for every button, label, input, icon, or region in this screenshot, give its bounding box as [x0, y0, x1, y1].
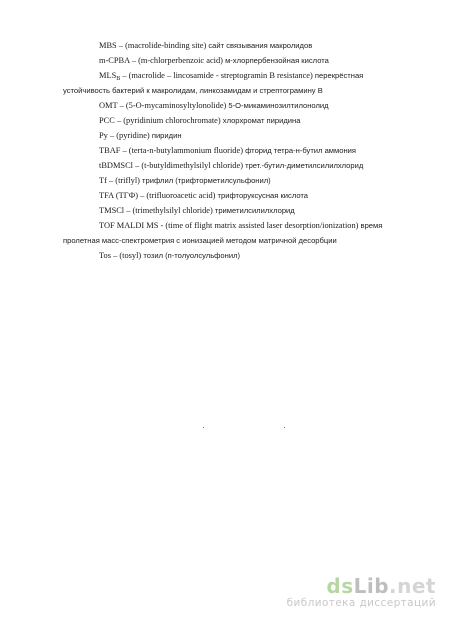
glossary-entry-tof-maldi-ms-continuation	[63, 236, 337, 246]
glossary-entry-tbdmscl	[99, 161, 363, 171]
entry-russian: 5-О-микаминозилтилонолид	[228, 101, 329, 110]
glossary-entry-tf	[99, 176, 271, 186]
entry-abbreviation: m-CPBA	[99, 56, 130, 65]
glossary-entry-mcpba	[99, 56, 329, 66]
glossary-entry-mlsb	[99, 71, 363, 84]
entry-abbreviation: Tos	[99, 251, 111, 260]
entry-russian: хлорхромат пиридина	[222, 116, 301, 125]
entry-english: – (t-butyldimethylsilyl chloride)	[132, 161, 246, 170]
entry-english: – (pyridine)	[107, 131, 152, 140]
dslib-watermark	[287, 575, 436, 609]
glossary-entry-tbaf	[99, 146, 356, 156]
entry-english: – (trimethylsilyl chloride)	[124, 206, 215, 215]
entry-russian: пиридин	[151, 131, 182, 140]
entry-abbreviation: OMT	[99, 101, 118, 110]
entry-abbreviation: TBAF	[99, 146, 121, 155]
scan-speck	[284, 427, 285, 428]
entry-russian: фторид тетра-н-бутил аммония	[245, 146, 357, 155]
entry-russian-continuation: пролетная масс-спектрометрия с ионизацией методом матричной десорбции	[63, 236, 337, 245]
glossary-entry-omt	[99, 101, 329, 111]
entry-english: – (m-chlorperbenzoic acid)	[129, 56, 226, 65]
entry-russian: сайт связывания макролидов	[208, 41, 313, 50]
entry-russian: трет.-бутил-диметилсилилхлорид	[245, 161, 364, 170]
entry-english: – (tosyl)	[110, 251, 144, 260]
entry-russian: м-хлорпербензойная кислота	[225, 56, 329, 65]
entry-english: – (pyridinium chlorochromate)	[114, 116, 223, 125]
glossary-entry-py	[99, 131, 182, 141]
entry-english: – (macrolide-binding site)	[116, 41, 209, 50]
entry-abbreviation: MBS	[99, 41, 117, 50]
glossary-entry-mlsb-continuation	[63, 86, 323, 96]
entry-english: – (terta-n-butylammonium fluoride)	[120, 146, 246, 155]
entry-russian: трифлил (трифторметилсульфонил)	[142, 176, 271, 185]
entry-abbreviation: PCC	[99, 116, 115, 125]
entry-abbreviation: TOF MALDI MS	[99, 221, 159, 230]
entry-abbreviation: MLS	[99, 71, 117, 80]
entry-russian: тозил (п-толуолсульфонил)	[143, 251, 241, 260]
entry-abbreviation: TMSCl	[99, 206, 125, 215]
entry-russian: время	[360, 221, 383, 230]
entry-english: – (triflyl)	[106, 176, 143, 185]
glossary-entry-mbs	[99, 41, 312, 51]
dslib-logo-lib: Lib	[353, 574, 390, 598]
entry-english: - (time of flight matrix assisted laser desorption/ionization)	[158, 221, 361, 230]
scan-speck	[203, 427, 204, 428]
entry-abbreviation-subscript: B	[116, 76, 121, 82]
entry-russian: триметилсилилхлорид	[214, 206, 295, 215]
glossary-entry-tof-maldi-ms	[99, 221, 382, 231]
entry-english: (ТГФ) – (trifluoroacetic acid)	[113, 191, 218, 200]
entry-russian-continuation: устойчивость бактерий к макролидам, линкозамидам и стрептограмину В	[63, 86, 323, 95]
glossary-entry-tfa	[99, 191, 308, 201]
entry-abbreviation: Tf	[99, 176, 107, 185]
dslib-logo-ds: ds	[326, 574, 354, 598]
glossary-entry-tmscl	[99, 206, 295, 216]
entry-russian: перекрёстная	[314, 71, 364, 80]
entry-english: – (5-O-mycaminosyltylonolide)	[117, 101, 229, 110]
dslib-logo	[287, 575, 436, 597]
dslib-subtitle: библиотека диссертаций	[286, 597, 436, 609]
glossary-entry-tos	[99, 251, 240, 261]
entry-russian: трифторуксусная кислота	[217, 191, 309, 200]
entry-english: – (macrolide – lincosamide - streptogramin B resistance)	[120, 71, 315, 80]
glossary-entry-pcc	[99, 116, 300, 126]
entry-abbreviation: Py	[99, 131, 108, 140]
entry-abbreviation: TFA	[99, 191, 114, 200]
dslib-logo-net: .net	[389, 574, 436, 598]
entry-abbreviation: tBDMSCl	[99, 161, 133, 170]
